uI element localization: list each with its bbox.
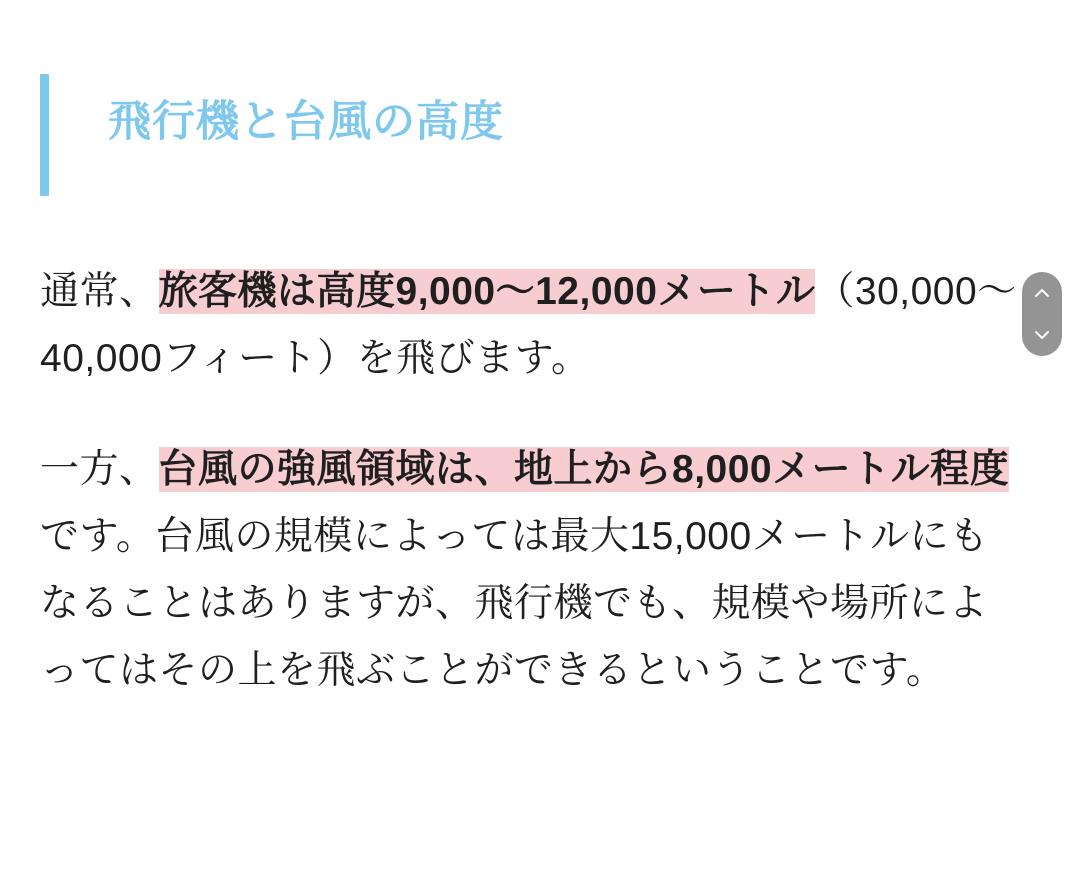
page-title: 飛行機と台風の高度 bbox=[108, 98, 504, 147]
paragraph-2-segment-1: 一方、 bbox=[40, 448, 159, 492]
paragraph-1-highlight: 旅客機は高度9,000〜12,000メートル bbox=[158, 270, 816, 313]
paragraph-1-segment-1: 通常、 bbox=[40, 270, 159, 313]
chevron-up-icon[interactable] bbox=[1032, 283, 1052, 303]
section-heading bbox=[40, 58, 1020, 188]
paragraph-1 bbox=[40, 258, 1020, 392]
paragraph-2 bbox=[40, 436, 1020, 704]
paragraph-1-segment-3: （30,000〜40,000フィート）を飛びます。 bbox=[40, 270, 1017, 381]
heading-accent-bar bbox=[40, 74, 49, 196]
paragraph-2-segment-3: です。台風の規模によっては最大15,000メートルにもなることはありますが、飛行機でも、規模や場所によってはその上を飛ぶことができるということです。 bbox=[40, 515, 989, 693]
scroll-control[interactable] bbox=[1022, 272, 1062, 356]
paragraph-2-highlight: 台風の強風領域は、地上から8,000メートル程度 bbox=[158, 448, 1010, 492]
chevron-down-icon[interactable] bbox=[1032, 325, 1052, 345]
